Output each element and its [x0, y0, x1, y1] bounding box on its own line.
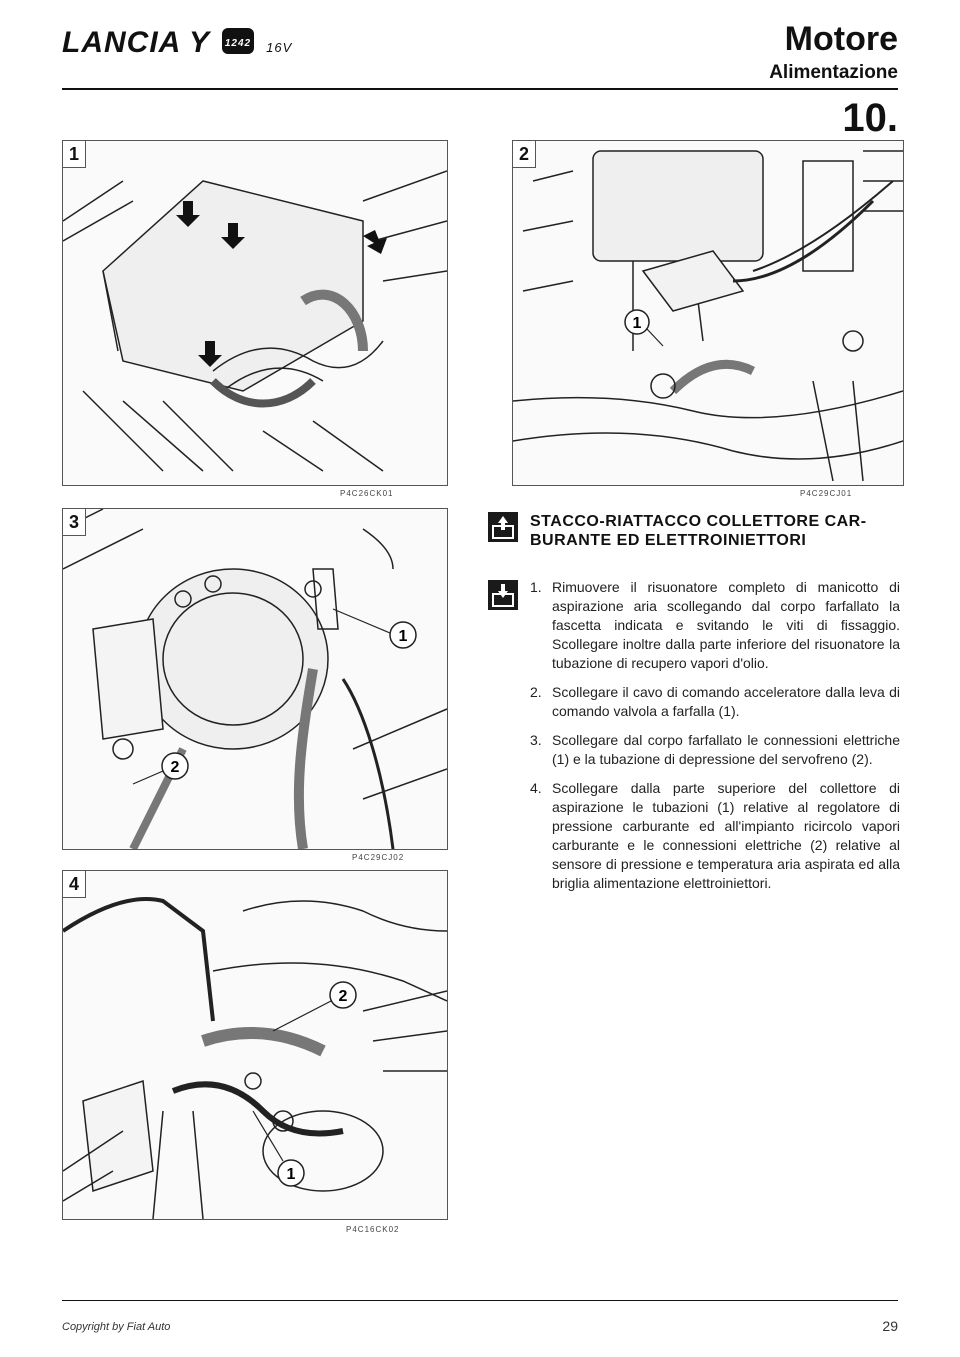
brand-logo [62, 26, 292, 60]
procedure-steps [530, 578, 900, 903]
figure-1-drawing [63, 141, 447, 485]
figure-2-drawing [513, 141, 903, 485]
figure-1-code: P4C26CK01 [340, 489, 394, 498]
step-item: 3. Scollegare dal corpo farfallato le connessioni elettriche (1) e la tubazione di depressione del servofreno (2). [530, 732, 900, 767]
figure-2-code: P4C29CJ01 [800, 489, 853, 498]
figure-4 [62, 870, 448, 1220]
brand-name: LANCIA Y [62, 26, 210, 59]
step-item: 4. Scollegare dalla parte superiore del collettore di aspirazione le tubazioni (1) relative al regolatore di pressione carburante ed all'impianto ricircolo vapori carburante e le connessioni elettriche (2) relative al sensore di pressione e temperatura aria aspirata ed alla briglia alimentazione elettroiniettori. [530, 780, 900, 891]
remove-refit-down-icon [488, 580, 518, 610]
figure-2-number: 2 [513, 141, 536, 168]
brand-badge-icon [221, 26, 255, 56]
figure-3 [62, 508, 448, 850]
header-rule [62, 88, 898, 90]
figure-3-code: P4C29CJ02 [352, 853, 405, 862]
figure-3-number: 3 [63, 509, 86, 536]
step-item: 1. Rimuovere il risuonatore completo di manicotto di aspirazione aria scollegando dal corpo farfallato la fascetta indicata e svitando le viti di fissaggio. Scollegare inoltre dalla parte inferiore del risuonatore la tubazione di recupero vapori d'olio. [530, 579, 900, 671]
section-title: Motore [784, 20, 898, 58]
figure-4-drawing [63, 871, 447, 1219]
figure-1 [62, 140, 448, 486]
figure-3-drawing [63, 509, 447, 849]
page-number: 29 [882, 1318, 898, 1334]
footer-rule [62, 1300, 898, 1301]
remove-refit-up-icon [488, 512, 518, 542]
brand-badge-text: 1242 [224, 38, 251, 49]
figure-4-callout-2: 2 [338, 988, 348, 1005]
figure-4-callout-1: 1 [286, 1166, 296, 1183]
figure-2-callout-1: 1 [632, 315, 642, 332]
procedure-heading: STACCO-RIATTACCO COLLETTORE CAR-BURANTE ED ELETTROINIETTORI [530, 513, 867, 549]
brand-suffix: 16V [266, 40, 293, 55]
figure-2 [512, 140, 904, 486]
step-item: 2. Scollegare il cavo di comando acceleratore dalla leva di comando valvola a farfalla (1). [530, 684, 900, 719]
figure-3-callout-2: 2 [170, 759, 180, 776]
figure-1-number: 1 [63, 141, 86, 168]
figure-3-callout-1: 1 [398, 628, 408, 645]
figure-4-code: P4C16CK02 [346, 1225, 400, 1234]
section-subtitle: Alimentazione [769, 62, 898, 83]
page-section-number: 10. [842, 96, 898, 140]
figure-4-number: 4 [63, 871, 86, 898]
copyright: Copyright by Fiat Auto [62, 1321, 171, 1333]
